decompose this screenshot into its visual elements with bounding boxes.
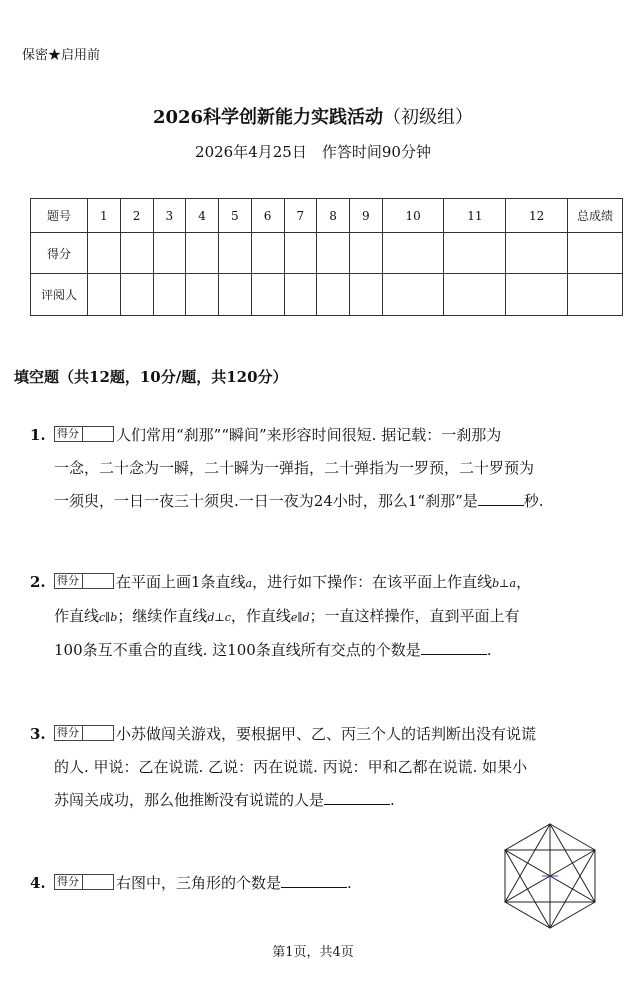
reviewer-cell[interactable] [444,274,506,316]
question-number: 2. [30,573,46,591]
table-header-cell: 8 [317,199,350,233]
math-expression: c∥b [99,611,118,624]
reviewer-cell[interactable] [153,274,186,316]
score-cell[interactable] [382,233,444,274]
reviewer-cell[interactable] [568,274,623,316]
score-box[interactable] [54,573,114,589]
question-text: 100条互不重合的直线. 这100条直线所有交点的个数是 [54,641,421,659]
table-header-cell: 6 [251,199,284,233]
score-cell[interactable] [186,233,219,274]
table-header-cell: 总成绩 [568,199,623,233]
table-header-cell: 9 [350,199,383,233]
question-text: ， [516,573,532,591]
question-4 [30,867,470,900]
question-body [54,718,600,817]
question-3 [30,718,600,817]
math-expression: e∥d [290,611,310,624]
score-cell[interactable] [88,233,121,274]
question-text: ；一直这样操作，直到平面上有 [309,607,520,625]
score-cell[interactable] [251,233,284,274]
table-header-cell: 2 [120,199,153,233]
question-text: 一念，二十念为一瞬，二十瞬为一弹指，二十弹指为一罗预，二十罗预为 [54,459,535,477]
question-1 [30,419,600,518]
table-header-cell: 题号 [31,199,88,233]
answer-blank[interactable] [478,487,524,506]
question-text: 在平面上画1条直线 [116,573,246,591]
question-body [54,867,470,900]
question-text: . [486,641,492,659]
question-body [54,566,600,667]
question-text: 右图中，三角形的个数是 [116,874,282,892]
score-cell[interactable] [568,233,623,274]
reviewer-cell[interactable] [284,274,317,316]
answer-blank[interactable] [281,869,347,888]
question-text: 作直线 [54,607,100,625]
score-cell[interactable] [444,233,506,274]
question-text: ，进行如下操作：在该平面上作直线 [252,573,493,591]
table-header-cell: 3 [153,199,186,233]
page-title [0,103,626,129]
question-text: 秒. [523,492,544,510]
question-text: ，作直线 [230,607,291,625]
question-text: . [390,791,395,809]
reviewer-cell[interactable] [506,274,568,316]
math-expression: d⊥c [207,611,231,624]
question-2 [30,566,600,667]
score-cell[interactable] [219,233,252,274]
score-cell[interactable] [317,233,350,274]
table-header-cell: 10 [382,199,444,233]
table-header-cell: 1 [88,199,121,233]
reviewer-cell[interactable] [88,274,121,316]
question-text: 小苏做闯关游戏，要根据甲、乙、丙三个人的话判断出没有说谎 [116,725,537,743]
table-header-cell: 5 [219,199,252,233]
answer-blank[interactable] [421,636,487,655]
score-cell[interactable] [153,233,186,274]
section-title: 填空题（共12题，10分/题，共120分） [14,368,288,386]
table-header-cell: 4 [186,199,219,233]
row-label: 评阅人 [31,274,88,316]
question-text: 苏闯关成功，那么他推断没有说谎的人是 [54,791,325,809]
title-sub: （初级组） [383,107,474,128]
score-box-label: 得分 [57,726,83,740]
reviewer-cell[interactable] [382,274,444,316]
score-box[interactable] [54,725,114,741]
reviewer-cell[interactable] [350,274,383,316]
score-box-label: 得分 [57,875,83,889]
question-text: . [347,874,352,892]
row-label: 得分 [31,233,88,274]
question-text: 的人. 甲说：乙在说谎. 乙说：丙在说谎. 丙说：甲和乙都在说谎. 如果小 [54,758,528,776]
question-text: 一须臾，一日一夜三十须臾.一日一夜为24小时，那么1“刹那”是 [54,492,478,510]
exam-date: 2026年4月25日 作答时间90分钟 [195,143,431,161]
confidential-label: 保密★启用前 [22,48,101,63]
math-expression: a [245,577,253,590]
table-header-cell: 11 [444,199,506,233]
score-box[interactable] [54,874,114,890]
reviewer-cell[interactable] [251,274,284,316]
score-box[interactable] [54,426,114,442]
score-row [31,233,623,274]
page-footer: 第1页，共4页 [272,945,354,960]
score-table [30,198,623,316]
table-header-cell: 12 [506,199,568,233]
hexagon-triangle-figure [494,820,606,932]
score-box-label: 得分 [57,574,83,588]
reviewer-cell[interactable] [120,274,153,316]
math-expression: b⊥a [492,577,517,590]
score-cell[interactable] [120,233,153,274]
table-header-cell: 7 [284,199,317,233]
score-box-label: 得分 [57,427,83,441]
score-table-header-row [31,199,623,233]
title-main: 2026科学创新能力实践活动 [152,107,384,128]
question-number: 1. [30,426,46,444]
score-cell[interactable] [350,233,383,274]
question-text: ；继续作直线 [117,607,208,625]
question-number: 4. [30,874,46,892]
score-cell[interactable] [284,233,317,274]
question-body [54,419,600,518]
question-text: 人们常用“刹那”“瞬间”来形容时间很短. 据记载：一刹那为 [116,426,502,444]
question-number: 3. [30,725,46,743]
score-cell[interactable] [506,233,568,274]
reviewer-cell[interactable] [186,274,219,316]
answer-blank[interactable] [324,786,390,805]
reviewer-cell[interactable] [219,274,252,316]
reviewer-cell[interactable] [317,274,350,316]
reviewer-row [31,274,623,316]
